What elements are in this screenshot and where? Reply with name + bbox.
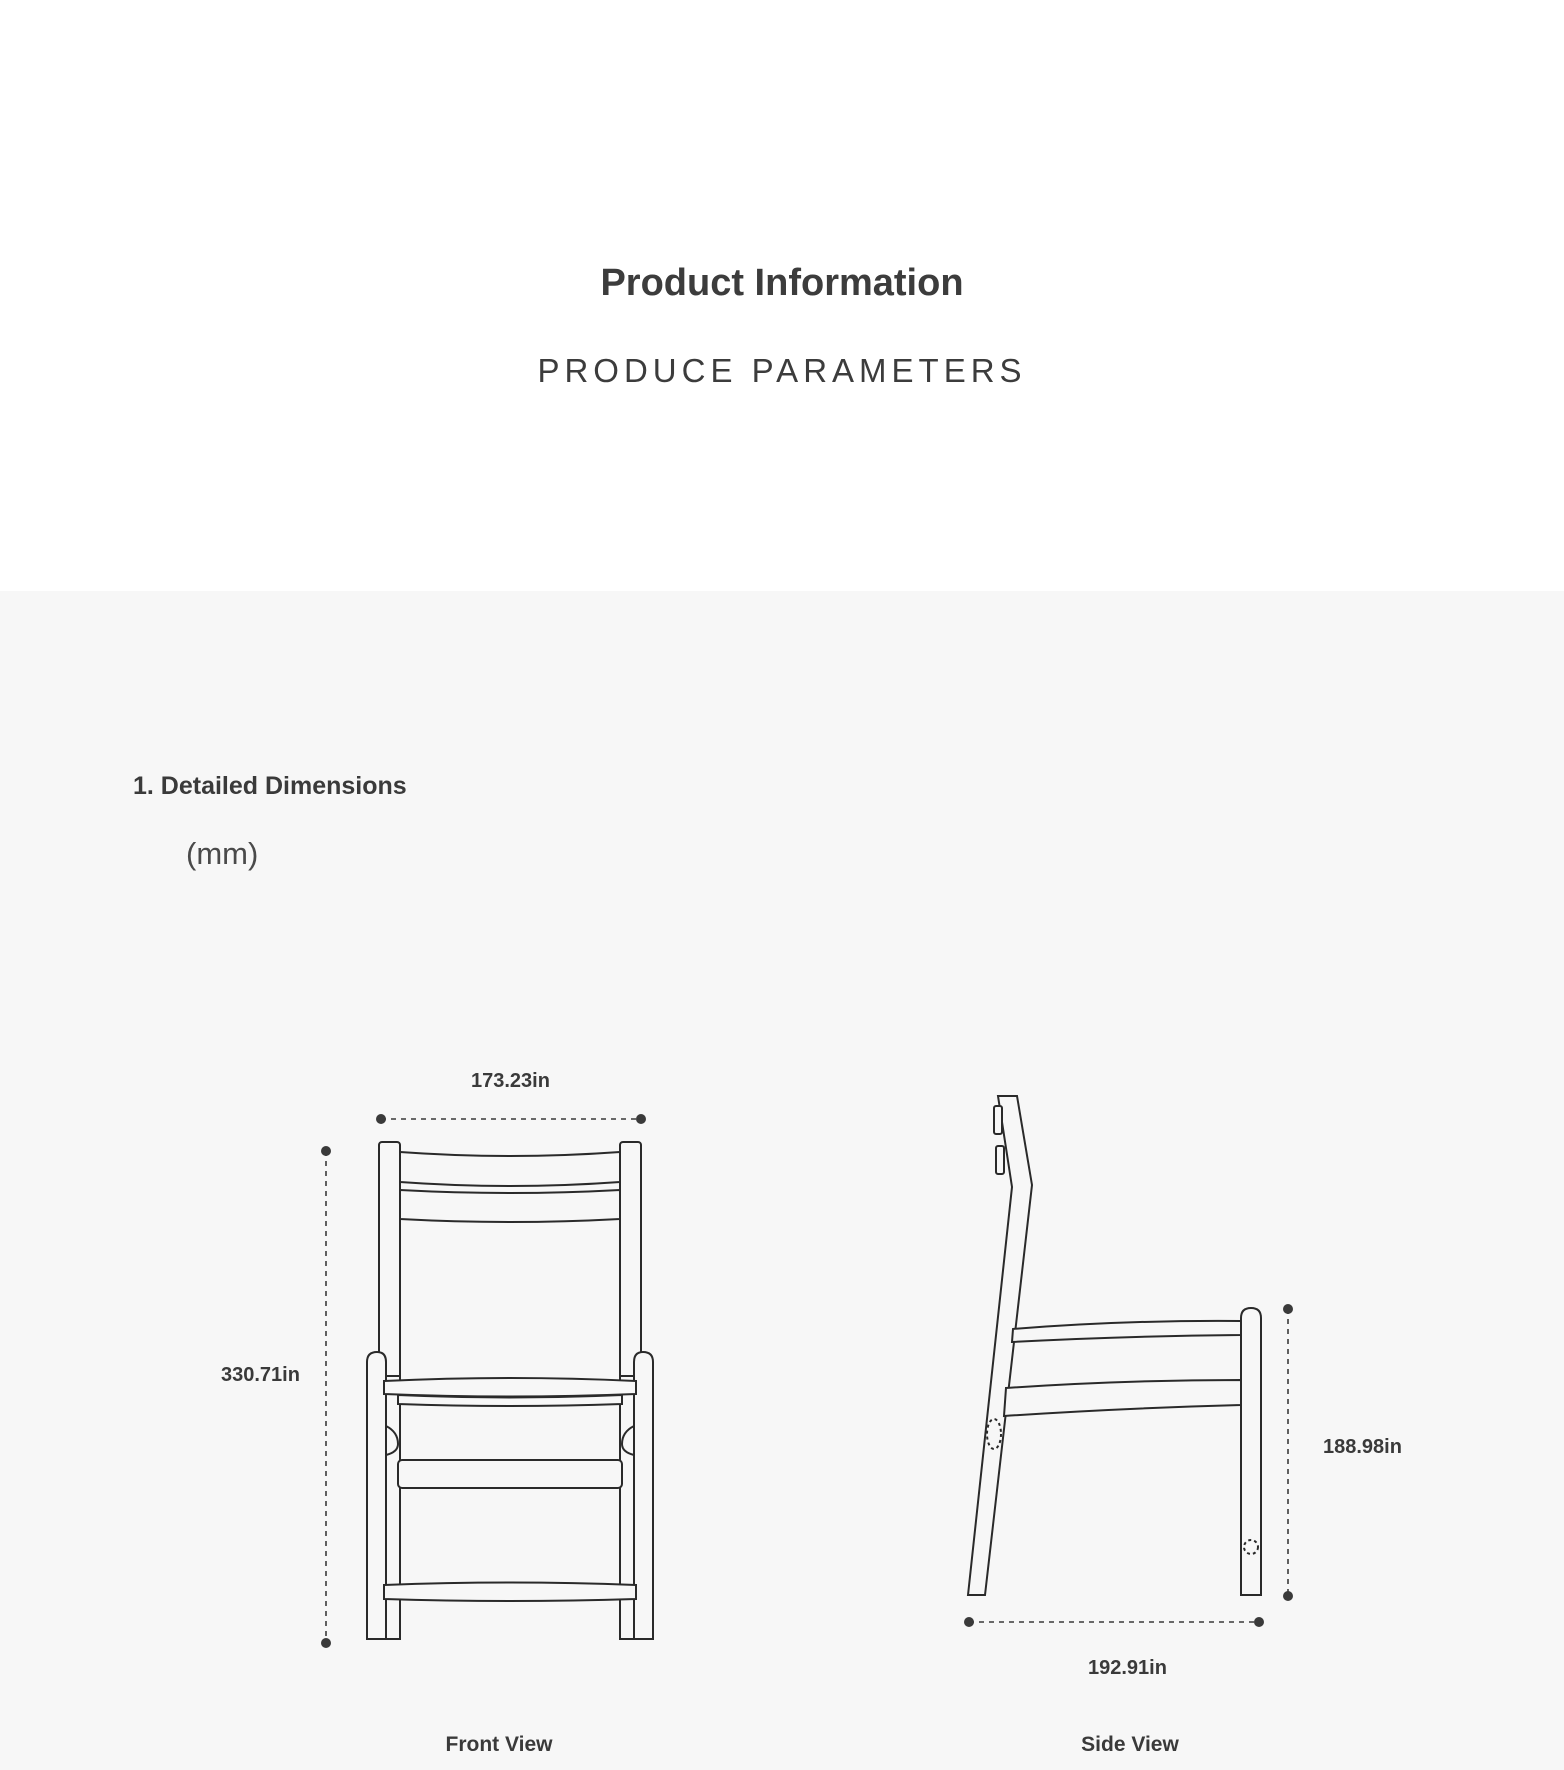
front-seat-apron xyxy=(398,1395,622,1406)
front-width-dimension xyxy=(376,1114,646,1124)
front-top-rail xyxy=(400,1152,620,1186)
side-second-rail-end xyxy=(996,1146,1004,1174)
unit-label: (mm) xyxy=(186,836,259,871)
side-seat-height-dimension xyxy=(1283,1304,1293,1601)
page-title: Product Information xyxy=(600,262,964,304)
front-height-label: 330.71in xyxy=(221,1364,300,1386)
front-middle-stretcher xyxy=(398,1460,622,1488)
front-view-label: Front View xyxy=(445,1733,553,1756)
side-view-chair xyxy=(968,1096,1261,1595)
front-seat xyxy=(384,1378,636,1397)
page-subtitle: PRODUCE PARAMETERS xyxy=(537,352,1027,389)
front-view-chair xyxy=(367,1142,653,1639)
front-width-label: 173.23in xyxy=(471,1070,550,1092)
side-view-label: Side View xyxy=(1081,1733,1179,1756)
side-depth-label: 192.91in xyxy=(1088,1657,1167,1679)
side-top-rail-end xyxy=(994,1106,1002,1134)
side-seat xyxy=(1012,1321,1241,1342)
front-second-rail xyxy=(400,1190,620,1222)
front-height-dimension xyxy=(321,1146,331,1648)
side-seat-apron xyxy=(1004,1380,1241,1416)
side-depth-dimension xyxy=(964,1617,1264,1627)
side-seat-height-label: 188.98in xyxy=(1323,1436,1402,1458)
section-title: 1. Detailed Dimensions xyxy=(133,772,407,800)
side-front-leg xyxy=(1241,1308,1261,1595)
front-bottom-stretcher xyxy=(384,1583,636,1602)
